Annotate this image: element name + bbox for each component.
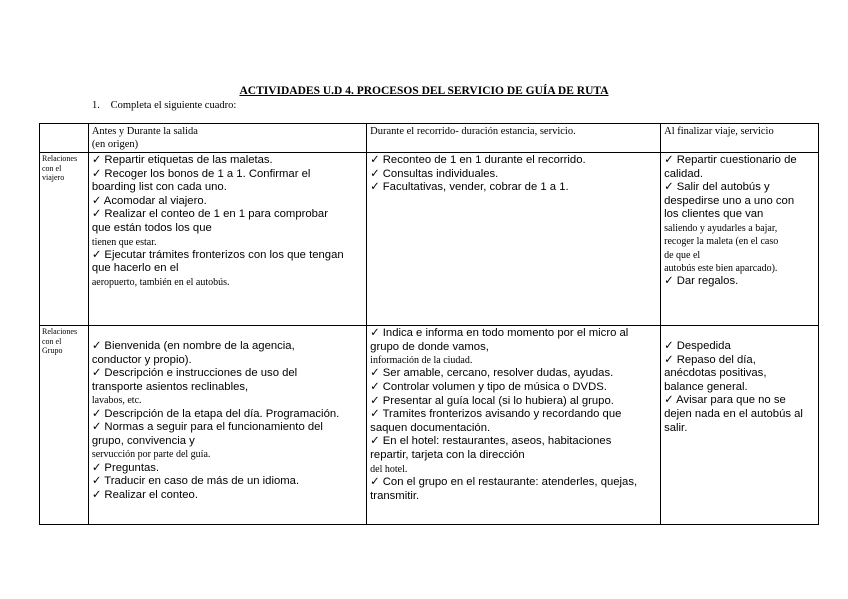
cell-line: ✓ Bienvenida (en nombre de la agencia, (91, 340, 295, 352)
cell-line: ✓ Recoger los bonos de 1 a 1. Confirmar el (91, 167, 311, 180)
cell-line: tienen que estar. (91, 236, 157, 248)
row-label-line: Grupo (42, 346, 63, 355)
cell-line: ✓ Reconteo de 1 en 1 durante el recorrido. (370, 154, 586, 166)
cell-line: boarding list con cada uno. (91, 181, 227, 194)
cell-line: de que el (664, 249, 701, 261)
cell-line: ✓ Consultas individuales. (370, 167, 499, 180)
cell-group-before (88, 326, 366, 525)
cell-line: ✓ Acomodar al viajero. (91, 194, 207, 207)
row-label-traveler (40, 153, 89, 326)
cell-traveler-during (367, 153, 661, 326)
document-title: ACTIVIDADES U.D 4. PROCESOS DEL SERVICIO DE GUÍA DE RUTA (239, 85, 609, 97)
row-label-line: con el (42, 336, 62, 346)
cell-line: ✓ Tramites fronterizos avisando y recordando que (370, 408, 622, 421)
cell-line: ✓ Salir del autobús y (664, 181, 770, 194)
cell-line: conductor y propio). (91, 353, 192, 366)
cell-line: ✓ Indica e informa en todo momento por el micro al (370, 327, 629, 339)
activities-table (39, 123, 819, 525)
header-during-trip (367, 124, 661, 153)
cell-line: lavabos, etc. (91, 395, 142, 407)
cell-line: transporte asientos reclinables, (91, 380, 249, 393)
cell-line: del hotel. (370, 463, 408, 475)
cell-line: ✓ Ser amable, cercano, resolver dudas, ayudas. (370, 367, 614, 380)
cell-line: información de la ciudad. (370, 355, 473, 367)
cell-line: ✓ Con el grupo en el restaurante: atenderles, quejas, (370, 475, 638, 488)
cell-line: ✓ Descripción de la etapa del día. Programación. (91, 407, 340, 420)
cell-line: ✓ Ejecutar trámites fronterizos con los que tengan (91, 248, 344, 261)
cell-traveler-end (661, 153, 819, 326)
cell-line: ✓ Despedida (664, 340, 731, 352)
row-label-line: Relaciones (42, 154, 78, 163)
header-empty-cell (40, 124, 89, 153)
instruction-number: 1. (92, 100, 100, 111)
cell-line: salir. (664, 421, 688, 434)
cell-line: despedirse uno a uno con (664, 194, 795, 207)
cell-line: recoger la maleta (en el caso (664, 236, 779, 248)
header-row (40, 124, 819, 153)
header-end-trip (661, 124, 819, 153)
cell-line: aeropuerto, también en el autobús. (91, 277, 230, 289)
cell-line: repartir, tarjeta con la dirección (370, 449, 525, 462)
header-before-departure (88, 124, 366, 153)
cell-line: saquen documentación. (370, 421, 491, 434)
cell-line: los clientes que van (664, 208, 764, 221)
cell-line: autobús este bien aparcado). (664, 262, 778, 274)
cell-line: ✓ Realizar el conteo de 1 en 1 para comprobar (91, 208, 328, 221)
cell-line: ✓ Normas a seguir para el funcionamiento del (91, 421, 323, 434)
cell-line: ✓ Traducir en caso de más de un idioma. (91, 475, 300, 488)
cell-line: ✓ Dar regalos. (664, 275, 739, 288)
cell-line: saliendo y ayudarles a bajar, (664, 222, 778, 234)
cell-line: que están todos los que (91, 221, 212, 234)
cell-line: ✓ En el hotel: restaurantes, aseos, habitaciones (370, 435, 612, 448)
row-group (40, 326, 819, 525)
cell-line: anécdotas positivas, (664, 367, 767, 380)
cell-group-during (367, 326, 661, 525)
cell-line: ✓ Repartir etiquetas de las maletas. (91, 154, 273, 166)
instruction (92, 100, 236, 111)
header-line: Durante el recorrido- duración estancia, servicio. (370, 126, 576, 137)
cell-group-end (661, 326, 819, 525)
instruction-text: Completa el siguiente cuadro: (110, 100, 237, 111)
row-label-line: viajero (42, 173, 65, 182)
cell-line: ✓ Repartir cuestionario de (664, 154, 797, 166)
cell-line: ✓ Preguntas. (91, 461, 160, 474)
cell-line: ✓ Descripción e instrucciones de uso del (91, 367, 298, 380)
cell-line: ✓ Realizar el conteo. (91, 488, 198, 501)
cell-traveler-before (88, 153, 366, 326)
row-label-line: con el (42, 163, 62, 173)
cell-line: ✓ Presentar al guía local (si lo hubiera) al grupo. (370, 394, 614, 407)
row-traveler (40, 153, 819, 326)
row-label-line: Relaciones (42, 327, 78, 336)
cell-line: transmitir. (370, 489, 420, 502)
header-line: (en origen) (91, 139, 139, 150)
cell-line: grupo de donde vamos, (370, 340, 489, 353)
cell-line: grupo, convivencia y (91, 434, 195, 447)
cell-line: balance general. (664, 380, 748, 393)
header-line: Al finalizar viaje, servicio (664, 126, 774, 137)
cell-line: calidad. (664, 167, 704, 180)
cell-line: ✓ Controlar volumen y tipo de música o DVDS. (370, 381, 607, 394)
cell-line: dejen nada en el autobús al (664, 407, 803, 420)
cell-line: ✓ Avisar para que no se (664, 394, 786, 407)
cell-line: servucción por parte del guía. (91, 449, 211, 461)
cell-line: ✓ Facultativas, vender, cobrar de 1 a 1. (370, 181, 569, 194)
row-label-group (40, 326, 89, 525)
cell-line: que hacerlo en el (91, 262, 179, 275)
header-line: Antes y Durante la salida (91, 126, 198, 137)
cell-line: ✓ Repaso del día, (664, 353, 756, 366)
